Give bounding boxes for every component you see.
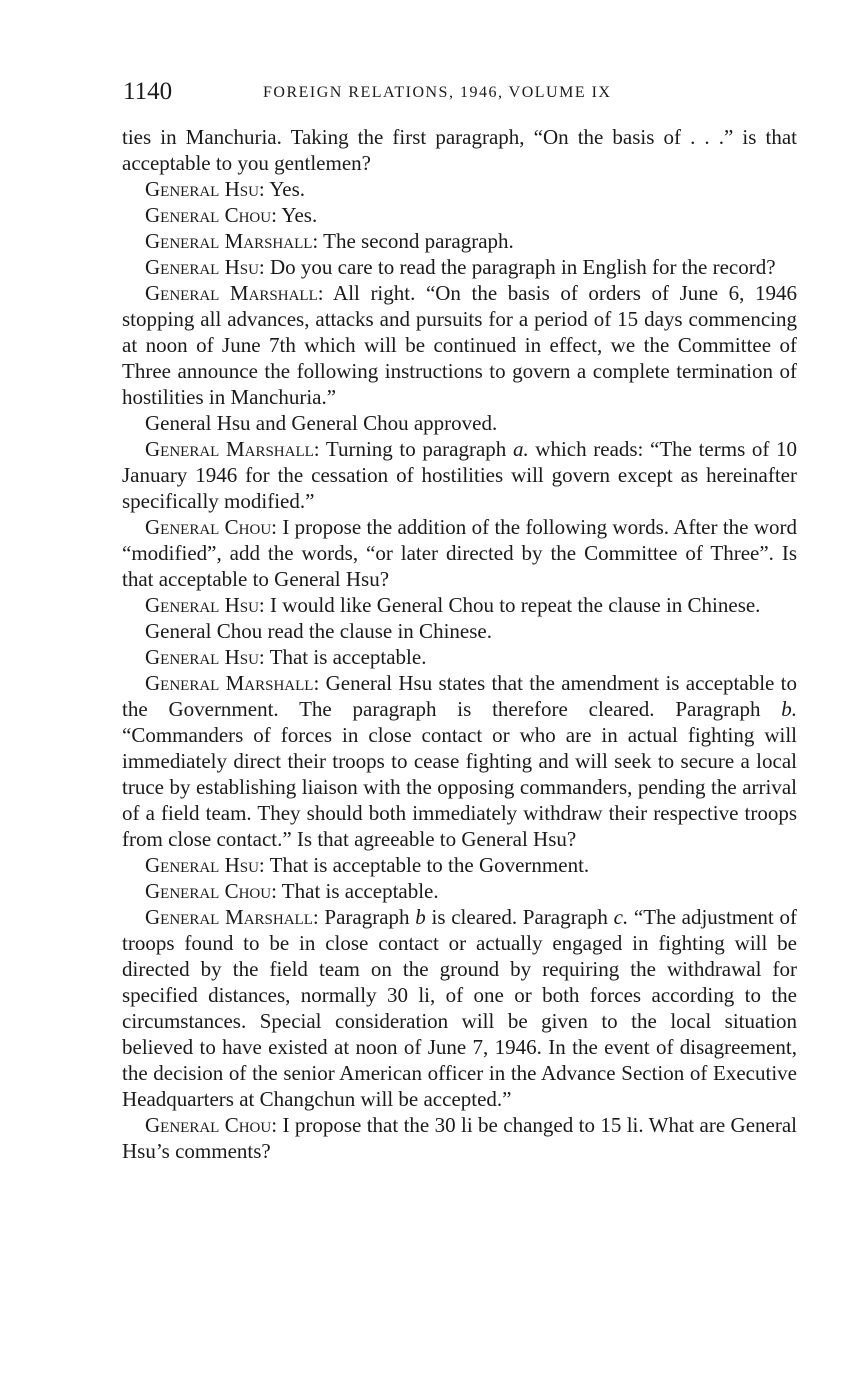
- dialogue-paragraph: General Hsu: Do you care to read the paragraph in English for the record?: [145, 255, 776, 279]
- speaker-label: General Hsu:: [145, 177, 265, 201]
- speaker-label: General Marshall:: [145, 671, 320, 695]
- speaker-label: General Marshall:: [145, 281, 324, 305]
- speaker-label: General Hsu:: [145, 593, 265, 617]
- paragraph-continuation: ties in Manchuria. Taking the first paragraph, “On the basis of . . .” is that acceptable to you gentlemen?: [122, 125, 797, 175]
- dialogue-paragraph: General Marshall: Paragraph b is cleared. Paragraph c. “The adjustment of troops found to be in close contact or actually engaged in fighting will be directed by the field team on the ground by requiring the withdrawal for specified distances, normally 30 li, of one or both forces according to the circumstances. Special consideration will be given to the local situation believed to have existed at noon of June 7, 1946. In the event of disagreement, the decision of the senior American officer in the Advance Section of Executive Headquarters at Changchun will be accepted.”: [122, 905, 797, 1111]
- narrative-paragraph: General Chou read the clause in Chinese.: [145, 619, 492, 643]
- speaker-label: General Hsu:: [145, 853, 265, 877]
- dialogue-paragraph: General Chou: Yes.: [145, 203, 318, 227]
- dialogue-paragraph: General Chou: I propose the addition of the following words. After the word “modified”, add the words, “or later directed by the Committee of Three”. Is that acceptable to General Hsu?: [122, 515, 797, 591]
- narrative-paragraph: General Hsu and General Chou approved.: [145, 411, 498, 435]
- dialogue-paragraph: General Hsu: That is acceptable to the Government.: [145, 853, 590, 877]
- dialogue-paragraph: General Marshall: General Hsu states that the amendment is acceptable to the Government. The paragraph is therefore cleared. Paragraph b. “Commanders of forces in close contact or who are in actual fighting will immediately direct their troops to cease fighting and will seek to secure a local truce by establishing liaison with the opposing commanders, pending the arrival of a field team. They should both immediately withdraw their respective troops from close contact.” Is that agreeable to General Hsu?: [122, 671, 798, 851]
- body-text: [122, 124, 797, 1164]
- dialogue-paragraph: General Chou: I propose that the 30 li be changed to 15 li. What are General Hsu’s comments?: [122, 1113, 797, 1163]
- speaker-label: General Marshall:: [145, 905, 319, 929]
- speaker-label: General Chou:: [145, 1113, 278, 1137]
- dialogue-paragraph: General Hsu: That is acceptable.: [145, 645, 427, 669]
- speaker-label: General Chou:: [145, 203, 277, 227]
- dialogue-paragraph: General Marshall: All right. “On the basis of orders of June 6, 1946 stopping all advances, attacks and pursuits for a period of 15 days commencing at noon of June 7th which will be continued in effect, we the Committee of Three announce the following instructions to govern a complete termination of hostilities in Manchuria.”: [122, 281, 797, 409]
- speaker-label: General Chou:: [145, 515, 277, 539]
- speaker-label: General Chou:: [145, 879, 277, 903]
- dialogue-paragraph: General Marshall: Turning to paragraph a. which reads: “The terms of 10 January 1946 for the cessation of hostilities will govern except as hereinafter specifically modified.”: [122, 437, 797, 513]
- speaker-label: General Marshall:: [145, 437, 320, 461]
- dialogue-paragraph: General Marshall: The second paragraph.: [145, 229, 514, 253]
- speaker-label: General Hsu:: [145, 645, 265, 669]
- dialogue-paragraph: General Chou: That is acceptable.: [145, 879, 439, 903]
- dialogue-paragraph: General Hsu: I would like General Chou to repeat the clause in Chinese.: [145, 593, 761, 617]
- page-number: 1140: [123, 78, 173, 105]
- page-header: [123, 78, 798, 108]
- speaker-label: General Marshall:: [145, 229, 319, 253]
- running-head: FOREIGN RELATIONS, 1946, VOLUME IX: [263, 84, 612, 101]
- speaker-label: General Hsu:: [145, 255, 265, 279]
- dialogue-paragraph: General Hsu: Yes.: [145, 177, 306, 201]
